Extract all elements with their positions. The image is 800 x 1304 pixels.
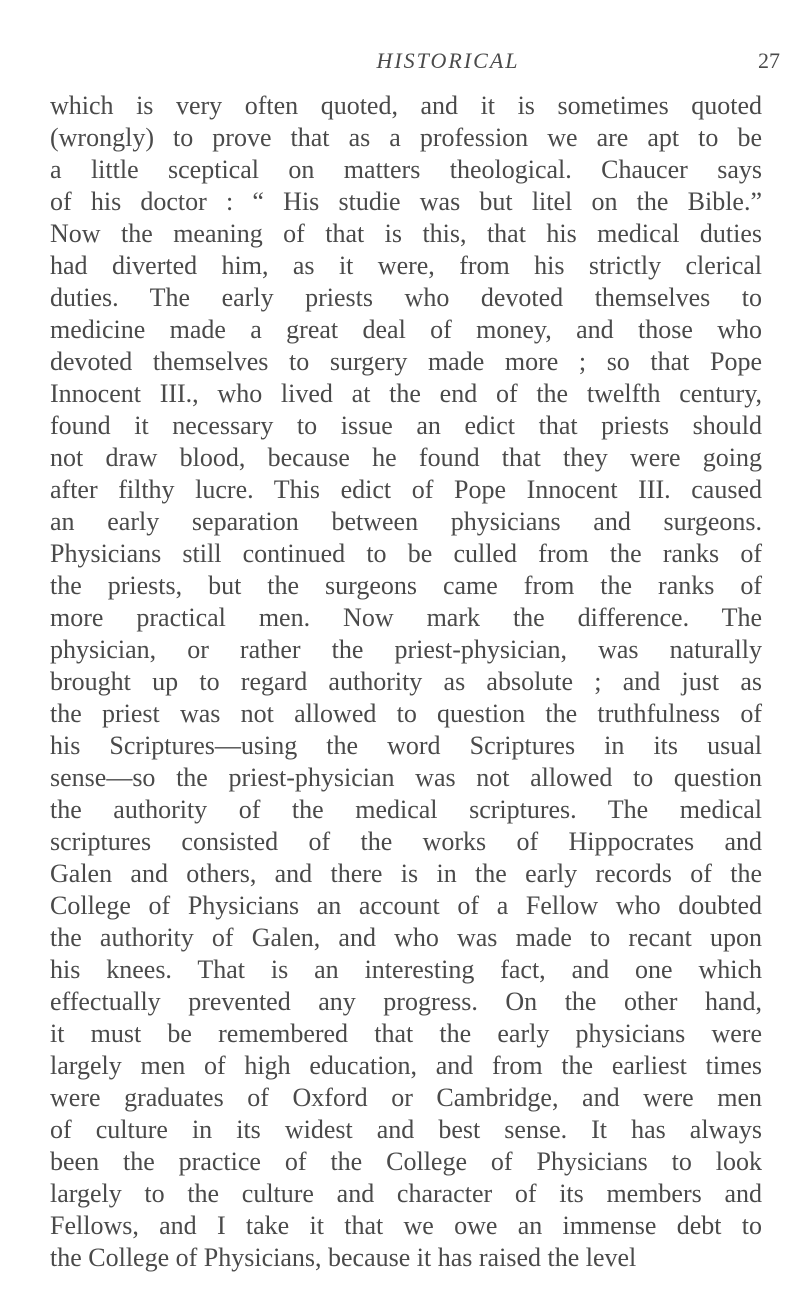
text-line: of culture in its widest and best sense. It has always [50, 1115, 762, 1144]
page-header [108, 24, 788, 76]
text-line: effectually prevented any progress. On the other hand, [50, 987, 762, 1016]
text-line: been the practice of the College of Physicians to look [50, 1147, 762, 1176]
text-line: it must be remembered that the early physicians were [50, 1019, 762, 1048]
running-head: HISTORICAL [376, 48, 520, 73]
text-line: the priest was not allowed to question the truthfulness of [50, 699, 762, 728]
text-line: the authority of Galen, and who was made to recant upon [50, 923, 762, 952]
text-line: the priests, but the surgeons came from the ranks of [50, 571, 762, 600]
text-line: scriptures consisted of the works of Hippocrates and [50, 827, 762, 856]
text-line: devoted themselves to surgery made more ; so that Pope [50, 347, 762, 376]
text-line: more practical men. Now mark the difference. The [50, 603, 762, 632]
page-number: 27 [758, 48, 780, 73]
text-line: (wrongly) to prove that as a profession we are apt to be [50, 123, 762, 152]
text-line: a little sceptical on matters theological. Chaucer says [50, 155, 762, 184]
text-line: the authority of the medical scriptures. The medical [50, 795, 762, 824]
text-line: largely men of high education, and from the earliest times [50, 1051, 762, 1080]
text-line: his knees. That is an interesting fact, and one which [50, 955, 762, 984]
text-line: Now the meaning of that is this, that his medical duties [50, 219, 762, 248]
text-line: sense—so the priest-physician was not allowed to question [50, 763, 762, 792]
text-line: Innocent III., who lived at the end of the twelfth century, [50, 379, 762, 408]
text-line: his Scriptures—using the word Scriptures in its usual [50, 731, 762, 760]
text-line: were graduates of Oxford or Cambridge, and were men [50, 1083, 762, 1112]
text-line: not draw blood, because he found that they were going [50, 443, 762, 472]
text-line: which is very often quoted, and it is sometimes quoted [50, 91, 762, 120]
text-line: physician, or rather the priest-physician, was naturally [50, 635, 762, 664]
text-line: largely to the culture and character of its members and [50, 1179, 762, 1208]
text-line: found it necessary to issue an edict that priests should [50, 411, 762, 440]
text-line: medicine made a great deal of money, and those who [50, 315, 762, 344]
text-line: College of Physicians an account of a Fellow who doubted [50, 891, 762, 920]
body-text [50, 90, 762, 1274]
text-line: Galen and others, and there is in the early records of the [50, 859, 762, 888]
text-line: the College of Physicians, because it has raised the level [50, 1243, 637, 1272]
text-line: of his doctor : “ His studie was but litel on the Bible.” [50, 187, 762, 216]
text-line: after filthy lucre. This edict of Pope Innocent III. caused [50, 475, 762, 504]
text-line: Fellows, and I take it that we owe an immense debt to [50, 1211, 762, 1240]
text-line: brought up to regard authority as absolute ; and just as [50, 667, 762, 696]
text-line: an early separation between physicians and surgeons. [50, 507, 762, 536]
text-line: Physicians still continued to be culled from the ranks of [50, 539, 762, 568]
text-line: duties. The early priests who devoted themselves to [50, 283, 762, 312]
text-line: had diverted him, as it were, from his strictly clerical [50, 251, 762, 280]
